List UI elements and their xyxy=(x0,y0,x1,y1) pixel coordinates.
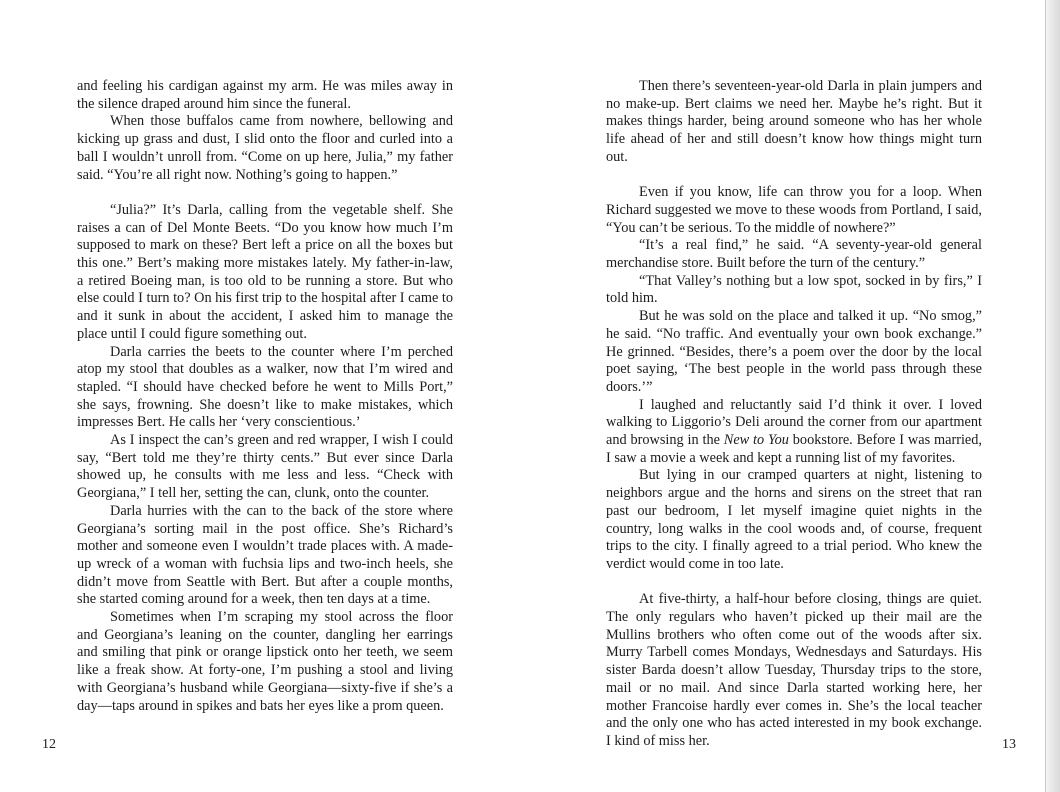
paragraph: Then there’s seventeen-year-old Darla in plain jumpers and no make-up. Bert claims we need her. Maybe he’s right. But it makes things harder, being around someone who has her whole life ahead of her and still doesn’t know how things might turn out. xyxy=(606,78,982,165)
right-page-text xyxy=(606,78,982,751)
paragraph: and feeling his cardigan against my arm. He was miles away in the silence draped around him since the funeral. xyxy=(77,78,453,112)
text-run: bookstore. Before I was married, I saw a movie a week and kept a running list of my favorites. xyxy=(606,432,983,466)
paragraph: “It’s a real find,” he said. “A seventy-year-old general merchandise store. Built before the turn of the century.” xyxy=(606,237,982,272)
book-spine-edge xyxy=(1045,0,1060,792)
text-run: I laughed and reluctantly said I’d think it over. I loved walking to Liggorio’s Deli around the corner from our apartment and browsing in the xyxy=(606,396,982,449)
paragraph: Darla carries the beets to the counter where I’m perched atop my stool that doubles as a walker, now that I’m wired and stapled. “I should have checked before he went to Mills Port,” she says, frowning. She doesn’t like to make mistakes, which impresses Bert. He calls her ‘very conscientious.’ xyxy=(77,343,453,431)
paragraph-with-italic xyxy=(606,397,982,468)
paragraph: Even if you know, life can throw you for a loop. When Richard suggested we move to these woods from Portland, I said, “You can’t be serious. To the middle of nowhere?” xyxy=(606,184,982,236)
book-title-italic: New to You xyxy=(723,432,789,449)
paragraph: But lying in our cramped quarters at night, listening to neighbors argue and the horns and sirens on the street that ran past our bedroom, I let myself imagine quiet nights in the country, long walks in the cool woods and, of course, frequent trips to the city. I finally agreed to a trial period. Who knew the verdict would come in too late. xyxy=(606,467,982,572)
paragraph: Sometimes when I’m scraping my stool across the floor and Georgiana’s leaning on the counter, dangling her earrings and smiling that pink or orange lipstick onto her teeth, we seem like a freak show. At forty-one, I’m pushing a stool and living with Georgiana’s husband while Georgiana—sixty-five if she’s a day—taps around in spikes and bats her eyes like a prom queen. xyxy=(77,609,453,714)
left-page-text xyxy=(77,78,453,715)
paragraph: As I inspect the can’s green and red wrapper, I wish I could say, “Bert told me they’re thirty cents.” But ever since Darla showed up, he consults with me less and less. “Check with Georgiana,” I tell her, setting the can, clunk, onto the counter. xyxy=(77,432,453,502)
paragraph: “Julia?” It’s Darla, calling from the vegetable shelf. She raises a can of Del Monte Beets. “Do you know how much I’m supposed to mark on these? Bert left a price on all the boxes but this one.” Bert’s making more mistakes lately. My father-in-law, a retired Boeing man, is too old to be running a store. But who else could I turn to? On his first trip to the hospital after I came to and it sunk in about the accident, I asked him to manage the place until I could figure something out. xyxy=(77,201,453,342)
paragraph: When those buffalos came from nowhere, bellowing and kicking up grass and dust, I slid onto the floor and curled into a ball I wouldn’t unroll from. “Come on up here, Julia,” my father said. “You’re all right now. Nothing’s going to happen.” xyxy=(77,113,453,183)
paragraph: “That Valley’s nothing but a low spot, socked in by firs,” I told him. xyxy=(606,272,982,307)
paragraph: Darla hurries with the can to the back of the store where Georgiana’s sorting mail in the post office. She’s Richard’s mother and someone even I wouldn’t trade places with. A made-up wreck of a woman with fuchsia lips and two-inch heels, she didn’t move from Seattle with Bert. But after a couple months, she started coming around for a week, then ten days at a time. xyxy=(77,502,453,608)
page-number-right: 13 xyxy=(1002,737,1016,752)
paragraph: But he was sold on the place and talked it up. “No smog,” he said. “No traffic. And eventually your own book exchange.” He grinned. “Besides, there’s a poem over the door by the local poet saying, ‘The best people in the world pass through these doors.’” xyxy=(606,308,982,395)
page-number-left: 12 xyxy=(42,737,56,752)
paragraph: At five-thirty, a half-hour before closing, things are quiet. The only regulars who haven’t picked up their mail are the Mullins brothers who often come out of the woods after six. Murry Tarbell comes Mondays, Wednesdays and Saturdays. His sister Barda doesn’t allow Tuesday, Thursday trips to the store, mail or no mail. And since Darla started working here, her mother Francoise hardly ever comes in. She’s the local teacher and the only one who has acted interested in my book exchange. I kind of miss her. xyxy=(606,591,982,749)
